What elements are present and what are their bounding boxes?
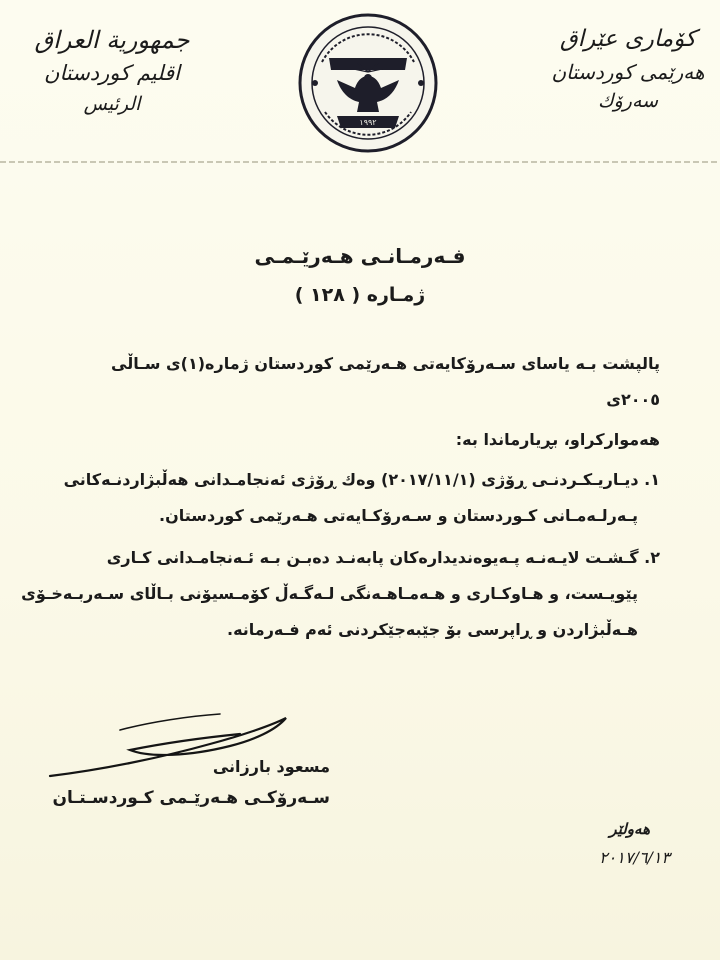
item-2-line-2: پێویـست، و هـاوکـاری و هـەمـاهـەنگی لـەگـەڵ کۆمـسیۆنی بـاڵای سـەربـەخـۆی: [21, 584, 638, 603]
item-1-line-2: پـەرلـەمـانی کـوردستان و سـەرۆکـایەتی هـەرێمی کوردستان.: [158, 506, 638, 525]
decree-body: [21, 346, 660, 648]
header-kurdish-line-3: سەرۆك: [597, 89, 659, 112]
preamble-line-1: پالپشت بـە یاسای سـەرۆکایەتی هـەرێمی کوردستان ژمارە(١)ی سـاڵی ٢٠٠٥ی: [111, 354, 660, 409]
item-2-line-3: هـەڵبژاردن و ڕاپرسی بۆ جێبەجێکردنی ئەم فـەرمانە.: [226, 620, 638, 639]
preamble-line-2: هەموارکراو، بڕیارماندا بە:: [455, 430, 660, 449]
handwritten-signature: [40, 700, 300, 790]
issue-place: هەولێر: [609, 820, 650, 838]
header-arabic-line-2: اقليم كوردستان: [44, 61, 180, 85]
header-arabic-line-1: جمهورية العراق: [34, 26, 190, 54]
signatory-name: مسعود بارزانی: [212, 757, 330, 776]
decree-number: ژمـارە ( ١٢٨ ): [294, 284, 426, 306]
seal-year: ١٩٩٢: [359, 118, 377, 127]
header-arabic-line-3: الرئيس: [83, 92, 141, 115]
decree-item-2: [21, 540, 660, 648]
decree-title: فـەرمـانـی هـەرێـمـی: [254, 244, 466, 268]
header-kurdish: [528, 22, 720, 115]
presidency-seal: [297, 12, 439, 154]
signatory-title: سـەرۆکـی هـەرێـمی کـوردسـتـان: [52, 788, 330, 808]
decree-item-1: [60, 462, 660, 534]
header-divider: [0, 158, 720, 166]
header-kurdish-line-1: كۆماری عێراق: [559, 26, 697, 52]
header-arabic: [12, 22, 212, 118]
header-kurdish-line-2: هەرێمی کوردستان: [551, 59, 705, 84]
issue-date: ٢٠١٧/٦/١٣: [599, 848, 670, 867]
item-2-line-1: ٢. گـشـت لایـەنـە پـەیوەندیدارەکان پابەنـد دەبـن بـە ئـەنجامـدانی کـاری: [106, 548, 660, 567]
item-1-line-1: ١. دیـاریـکـردنـی ڕۆژی (٢٠١٧/١١/١) وەك ڕۆژی ئەنجامـدانی هەڵبژاردنـەکانی: [63, 470, 660, 489]
